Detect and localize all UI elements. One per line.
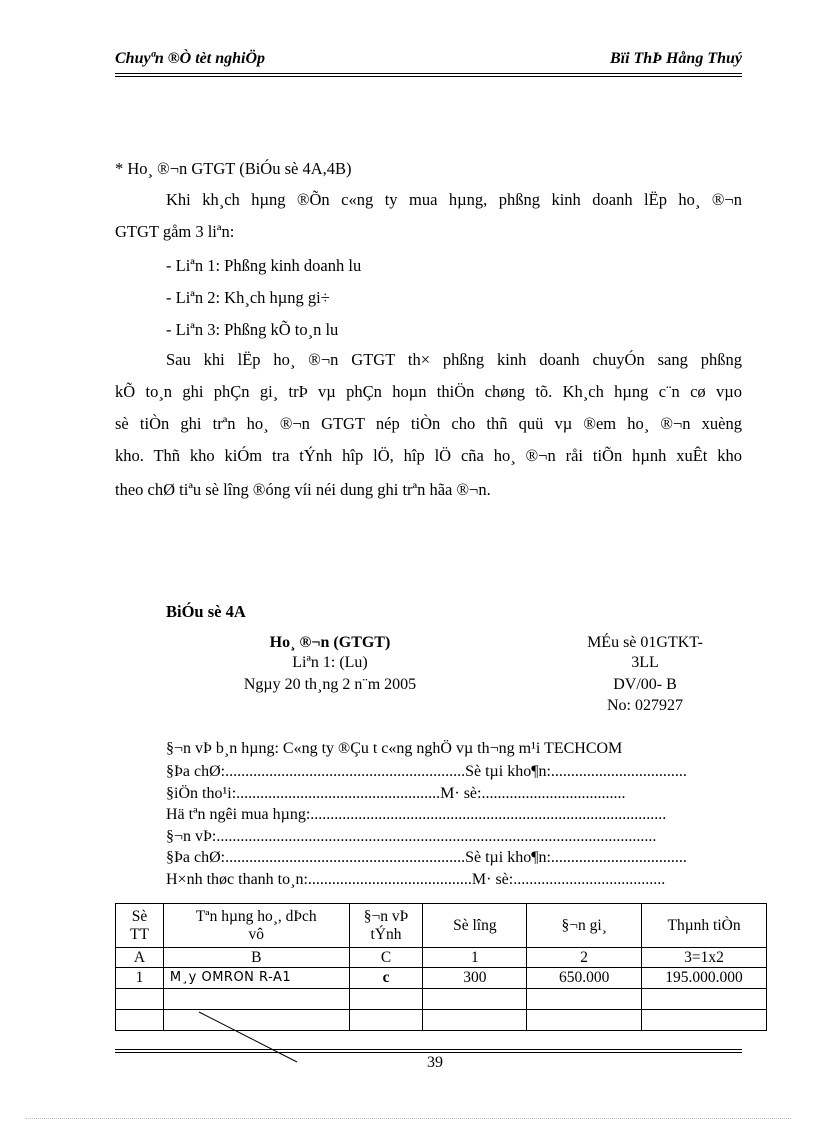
para2-line5: theo chØ tiªu sè lîng ®óng víi néi dung ghi trªn hãa ®¬n.	[115, 480, 491, 499]
invoice-form-number-2: 3LL	[631, 654, 659, 671]
invoice-number: No: 027927	[607, 697, 683, 714]
table-cell: 1	[116, 968, 164, 989]
header-right-author: Bïi ThÞ Hång Thuý	[609, 50, 742, 67]
header-cell-amount: Thµnh tiÒn	[642, 904, 767, 948]
para2-line2: kÕ to¸n ghi phÇn gi¸ trÞ vµ phÇn hoµn thiÖn chøng tõ. Kh¸ch hµng c¨n cø vµo	[115, 382, 742, 401]
para2-line3: sè tiÒn ghi trªn ho¸ ®¬n GTGT nép tiÒn cho thñ quü vµ ®em ho¸ ®¬n xuèng	[115, 414, 742, 433]
seller-address-line: §Þa chØ:............................................................Sè tµi kho¶n:..................................	[166, 763, 687, 780]
table-row-empty	[116, 989, 767, 1010]
page-bottom-dotted-edge	[25, 1118, 791, 1119]
cancel-strike-line	[195, 1010, 305, 1065]
header-cell-quantity: Sè lîng	[423, 904, 527, 948]
header-cell-item-name: Tªn hµng ho¸, dÞch vô	[163, 904, 349, 948]
seller-name-line: §¬n vÞ b¸n hµng: C«ng ty ®Çu t c«ng nghÖ vµ th¬ng m¹i TECHCOM	[166, 740, 623, 757]
buyer-unit-line: §¬n vÞ:..............................................................................................................	[166, 828, 657, 845]
para2-line4: kho. Thñ kho kiÓm tra tÝnh hîp lÖ, hîp lÖ cña ho¸ ®¬n råi tiÕn hµnh xuÊt kho	[115, 446, 742, 465]
para2-line1: Sau khi lËp ho¸ ®¬n GTGT th× phßng kinh doanh chuyÓn sang phßng	[166, 350, 742, 369]
table-cell: B	[163, 948, 349, 968]
buyer-name-line: Hä tªn ngêi mua hµng:.........................................................................................	[166, 806, 667, 823]
table-header-row	[116, 904, 767, 948]
invoice-date: Ngµy 20 th¸ng 2 n¨m 2005	[243, 676, 417, 693]
header-cell-unit: §¬n vÞ tÝnh	[349, 904, 423, 948]
payment-method-line: H×nh thøc thanh to¸n:.........................................M· sè:......................................	[166, 871, 666, 888]
table-cell: 300	[423, 968, 527, 989]
form-label: BiÓu sè 4A	[166, 602, 246, 621]
footer-rule	[115, 1049, 742, 1050]
header-cell-stt: Sè TT	[116, 904, 164, 948]
buyer-address-line: §Þa chØ:............................................................Sè tµi kho¶n:..................................	[166, 849, 687, 866]
lien-item-2: - Liªn 2: Kh¸ch hµng gi÷	[166, 288, 330, 307]
table-cell: A	[116, 948, 164, 968]
invoice-lien: Liªn 1: (Lu)	[292, 654, 368, 671]
para1-line2: GTGT gåm 3 liªn:	[115, 222, 235, 241]
invoice-series: DV/00- B	[613, 676, 677, 693]
table-cell: 2	[527, 948, 642, 968]
seller-phone-line: §iÖn tho¹i:...................................................M· sè:....................................	[166, 785, 626, 802]
table-row	[116, 968, 767, 989]
table-cell: 195.000.000	[642, 968, 767, 989]
header-cell-unit-price: §¬n gi¸	[527, 904, 642, 948]
table-cell: c	[349, 968, 423, 989]
footer-rule-2	[115, 1052, 742, 1053]
table-cell: 1	[423, 948, 527, 968]
section-heading: * Ho¸ ®¬n GTGT (BiÓu sè 4A,4B)	[115, 159, 352, 178]
table-cell: C	[349, 948, 423, 968]
table-cell: 650.000	[527, 968, 642, 989]
invoice-form-number: MÉu sè 01GTKT-	[587, 634, 703, 651]
header-left-title: Chuyªn ®Ò tèt nghiÖp	[115, 50, 266, 67]
lien-item-1: - Liªn 1: Phßng kinh doanh lu	[166, 256, 362, 275]
header-rule-2	[115, 76, 742, 77]
para1-line1: Khi kh¸ch hµng ®Õn c«ng ty mua hµng, phßng kinh doanh lËp ho¸ ®¬n	[166, 190, 742, 209]
table-cell: M¸y OMRON R-A1	[163, 968, 349, 989]
header-rule	[115, 73, 742, 74]
table-cell: 3=1x2	[642, 948, 767, 968]
page-number: 39	[427, 1054, 443, 1071]
invoice-title: Ho¸ ®¬n (GTGT)	[269, 634, 391, 651]
lien-item-3: - Liªn 3: Phßng kÕ to¸n lu	[166, 320, 339, 339]
table-code-row	[116, 948, 767, 968]
